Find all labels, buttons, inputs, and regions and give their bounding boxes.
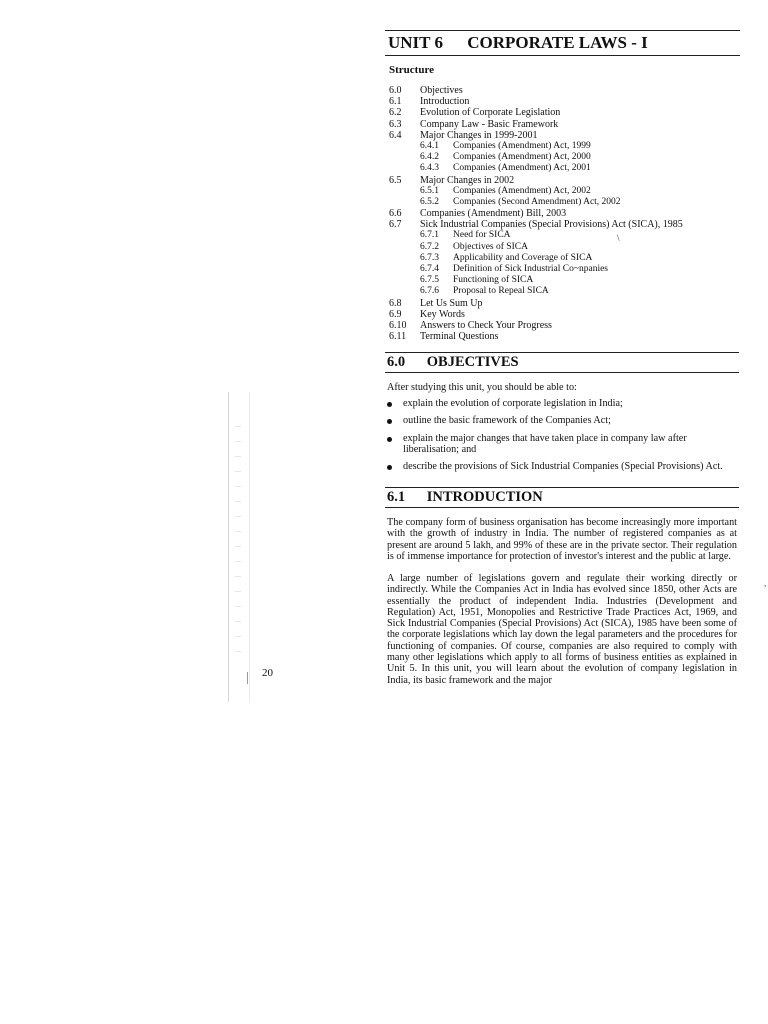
toc-item-number: 6.7 (389, 219, 402, 231)
toc-item-number: 6.7.1 (420, 230, 439, 241)
toc-item-number: 6.5.1 (420, 185, 439, 196)
toc-item-text: Companies (Amendment) Bill, 2003 (420, 208, 567, 220)
toc-item (389, 253, 739, 264)
toc-item-number: 6.7.4 (420, 264, 439, 274)
toc-item-text: Terminal Questions (420, 331, 499, 343)
margin-strip (228, 392, 250, 702)
page-number: 20 (262, 667, 273, 679)
toc-item-number: 6.7.2 (420, 241, 439, 252)
toc-item (389, 130, 739, 141)
list-item (387, 415, 737, 426)
toc-item (389, 96, 739, 107)
list-item (387, 398, 737, 409)
toc-item (389, 331, 739, 342)
toc-item-number: 6.7.3 (420, 252, 439, 263)
bullet-icon (387, 402, 392, 407)
toc-item-text: Definition of Sick Industrial Co~npanies (453, 264, 609, 274)
toc-item-text: Major Changes in 1999-2001 (420, 129, 538, 141)
margin-dots (235, 412, 241, 662)
objectives-heading (385, 352, 739, 373)
toc-item-text: Companies (Amendment) Act, 2002 (453, 185, 591, 196)
toc-item (389, 208, 739, 219)
toc-item-number: 6.6 (389, 208, 402, 220)
bullet-text: explain the major changes that have taken place in company law after liberalisation; and (403, 432, 687, 455)
toc-item-text: Let Us Sum Up (420, 297, 483, 309)
toc-item (389, 197, 739, 208)
toc-item (389, 141, 739, 152)
page-number-tick (247, 672, 248, 684)
table-of-contents (389, 85, 739, 342)
toc-item (389, 286, 739, 297)
toc-item (389, 298, 739, 309)
toc-item (389, 242, 739, 253)
toc-item-number: 6.9 (389, 308, 402, 320)
list-item (387, 433, 737, 456)
toc-item-text: Need for SICA (453, 230, 511, 241)
toc-item-number: 6.4.1 (420, 140, 439, 151)
bullet-icon (387, 419, 392, 424)
section-title: OBJECTIVES (426, 354, 519, 370)
toc-item-text: Major Changes in 2002 (420, 174, 515, 186)
bullet-text: outline the basic framework of the Companies Act; (403, 415, 611, 427)
toc-item-number: 6.3 (389, 118, 402, 130)
stray-mark: , (764, 578, 767, 588)
toc-item-text: Applicability and Coverage of SICA (453, 252, 593, 263)
toc-item-number: 6.2 (389, 107, 402, 119)
toc-item-number: 6.5 (389, 174, 402, 186)
toc-item-number: 6.8 (389, 297, 402, 309)
intro-paragraph-1: The company form of business organisation has become increasingly more important with the growth of industry in India. The number of registered companies as at present are around 5 lakh, and 99% of these are in the private sector. Their regulation is of immense importance for protection of investor's interest and the public at large. (387, 517, 737, 562)
toc-item-number: 6.4.3 (420, 163, 439, 174)
toc-item-text: Introduction (420, 96, 470, 108)
toc-item-number: 6.0 (389, 85, 402, 96)
list-item (387, 461, 737, 472)
intro-paragraph-2: A large number of legislations govern and regulate their working directly or indirectly. While the Companies Act in India has evolved since 1850, other Acts are essentially the product of independent India. Industries (Development and Regulation) Act, 1951, Monopolies and Restrictive Trade Practices Act, 1969, and Sick Industrial Companies (Special Provisions) Act (SICA), 1985 have been some of the corporate legislations which lay down the legal parameters and the procedures for functioning of companies. Of course, companies are also required to comply with many other legislations which apply to all forms of business entities as explained in Unit 5. In this unit, you will learn about the evolution of company legislation in India, its basic framework and the major (387, 573, 737, 686)
toc-item-number: 6.11 (389, 331, 407, 343)
bullet-text: describe the provisions of Sick Industrial Companies (Special Provisions) Act. (403, 461, 723, 473)
toc-item-text: Companies (Amendment) Act, 1999 (453, 140, 591, 151)
unit-heading (385, 30, 740, 56)
toc-item-text: Objectives of SICA (453, 241, 528, 252)
toc-item (389, 85, 739, 96)
toc-item (389, 186, 739, 197)
structure-label: Structure (389, 64, 435, 76)
toc-item-text: Objectives (420, 85, 463, 96)
toc-item (389, 163, 739, 174)
toc-item-number: 6.7.5 (420, 275, 439, 286)
toc-item-text: Answers to Check Your Progress (420, 319, 552, 331)
toc-item-number: 6.4.2 (420, 152, 439, 163)
section-title: INTRODUCTION (426, 489, 543, 505)
bullet-icon (387, 437, 392, 442)
objectives-intro: After studying this unit, you should be able to: (387, 382, 577, 393)
toc-item-text: Companies (Amendment) Act, 2001 (453, 163, 591, 174)
objectives-list (387, 398, 737, 478)
toc-item (389, 175, 739, 186)
toc-item (389, 107, 739, 118)
bullet-text: explain the evolution of corporate legislation in India; (403, 398, 623, 409)
toc-item (389, 219, 739, 230)
toc-item-text: Companies (Second Amendment) Act, 2002 (453, 196, 621, 207)
toc-item (389, 275, 739, 286)
section-number: 6.1 (387, 489, 406, 505)
unit-title: CORPORATE LAWS - I (467, 33, 648, 52)
toc-item-number: 6.7.6 (420, 286, 439, 297)
toc-item-text: Sick Industrial Companies (Special Provisions) Act (SICA), 1985 (420, 219, 683, 231)
toc-item-text: Evolution of Corporate Legislation (420, 107, 561, 119)
toc-item-number: 6.10 (389, 319, 407, 331)
toc-item-text: Key Words (420, 308, 465, 320)
toc-item-text: Proposal to Repeal SICA (453, 286, 549, 297)
toc-item (389, 152, 739, 163)
introduction-heading (385, 487, 739, 508)
toc-item (389, 119, 739, 130)
section-number: 6.0 (387, 354, 406, 370)
toc-item (389, 320, 739, 331)
toc-item-text: Functioning of SICA (453, 275, 534, 286)
toc-item-text: Companies (Amendment) Act, 2000 (453, 152, 591, 163)
toc-item-text: Company Law - Basic Framework (420, 118, 559, 130)
toc-item (389, 230, 739, 241)
toc-item (389, 309, 739, 320)
toc-item-number: 6.1 (389, 96, 402, 108)
toc-item (389, 264, 739, 275)
unit-number: UNIT 6 (388, 33, 443, 52)
toc-item-number: 6.4 (389, 129, 402, 141)
stray-mark: \ (617, 233, 620, 243)
bullet-icon (387, 465, 392, 470)
toc-item-number: 6.5.2 (420, 196, 439, 207)
